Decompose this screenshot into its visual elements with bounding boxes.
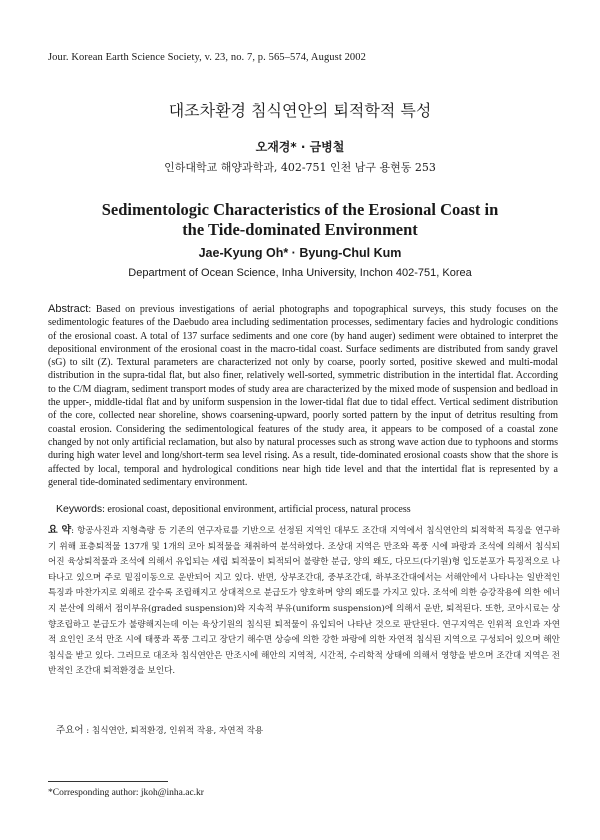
footnote-divider <box>48 781 168 782</box>
korean-affiliation: 인하대학교 해양과학과, 402-751 인천 남구 용현동 253 <box>164 161 436 174</box>
english-abstract <box>48 303 558 489</box>
keywords-body: : erosional coast, depositional environment, artificial process, natural process <box>102 504 411 515</box>
abstract-label: Abstract <box>48 303 89 315</box>
korean-abstract-label: 요 약 <box>48 525 72 536</box>
korean-abstract <box>48 523 560 680</box>
korean-abstract-body: : 항공사진과 지형측량 등 기존의 연구자료를 기반으로 선정된 지역인 대부도 조간대 지역에서 침식연안의 퇴적학적 특징을 연구하기 위해 표층퇴적물 137개 및 1개의 코아 퇴적물을 채취하여 분석하였다. 조상대 지역은 만조와 폭풍 시에 파랑과 조석에 의해서 침식되어진 육상퇴적물과 조석에 의해서 유입되는 세립 퇴적물이 퇴적되어 불량한 분급, 양의 왜도, 다모드(다기원)형 입도분포가 특징적으로 나타나고 있으며 주로 밑짐이동으로 운반되어 지고 있다. 반면, 상부조간대, 중부조간대, 하부조간대에서는 서해안에서 나타나는 일반적인 특징과 마찬가지로 외해로 갈수록 조립해지고 상대적으로 분급도가 양호하며 양의 왜도를 가지고 있다. 조석에 의한 승강작용에 의한 에너지 분산에 의해서 점이부유(graded suspension)와 지속적 부유(uniform suspension)에 의해서 운반, 퇴적된다. 또한, 코아시료는 상향조립하고 분급도가 불량해지는데 이는 육상기원의 침식된 퇴적물이 유입되어 나타난 것으로 판단된다. 연구지역은 인위적 요인과 자연적 요인인 조석 만조 시에 태풍과 폭풍 그리고 장단기 해수면 상승에 의한 강한 파랑에 의한 자연적 침식된 지역으로 구성되어 있으며 해안침식을 받고 있다. 그러므로 대조차 침식연안은 만조시에 해안의 지역적, 시간적, 수리학적 상태에 의해서 영향을 받으며 조간대 지역은 전반적인 조간대 퇴적환경을 보인다. <box>48 526 560 677</box>
journal-citation: Jour. Korean Earth Science Society, v. 23, no. 7, p. 565–574, August 2002 <box>48 52 366 63</box>
korean-authors: 오재경* · 금병철 <box>255 140 345 154</box>
korean-title: 대조차환경 침식연안의 퇴적학적 특성 <box>168 101 432 120</box>
corresponding-author-footnote: *Corresponding author: jkoh@inha.ac.kr <box>48 788 204 798</box>
abstract-body: : Based on previous investigations of aerial photographs and topographical surveys, this study focuses on the sedimentologic features of the Daebudo area including sedimentation processes, sedimentary facies and hydrologic conditions of the erosional coast. A total of 137 surface sediments and one core (by hand auger) sediment were obtained to interpret the depositional environment of the erosional coast in the macro-tidal coast. Surface sediments are distributed from sandy gravel (sG) to silt (Z). Textural parameters are characterized not only by coarse, poorly sorted, positive skewed and multi-modal distribution in the supra-tidal flat, but also finer, relatively well-sorted, symmetric distribution in the intertidal flat. According to the C/M diagram, sediment transport modes of study area are characterized by the mixed mode of suspension and bedload in the upper-, middle-tidal flat and by uniform suspension in the lower-tidal flat due to tidal effect. Vertical sediment distribution of the core, collected near shoreline, shows coarsening-upward, poorly sorted pattern by the input of detritus resulting from coastal erosion. Considering the sedimentological features of the study area, it appears to be composed of a coastal zone changed by not only artificial reclamation, but also by natural processes such as strong wave action due to typhoons and storms during high water level and long/short-term sea level rising. As a result, tide-dominated erosional coasts show that the shore is affected by local, temporal and hydrological conditions near high tide level and that the intertidal flat is represented by a general tide-dominated sedimentary environment. <box>48 304 558 488</box>
english-authors: Jae-Kyung Oh* · Byung-Chul Kum <box>198 246 402 260</box>
keywords-label: Keywords <box>56 503 103 515</box>
korean-keywords <box>56 724 556 738</box>
english-affiliation: Department of Ocean Science, Inha University, Inchon 402-751, Korea <box>128 267 472 279</box>
korean-keywords-body: : 침식연안, 퇴적환경, 인위적 작용, 자연적 작용 <box>83 726 264 736</box>
english-keywords <box>56 503 556 516</box>
korean-keywords-label: 주요어 <box>56 725 84 736</box>
english-title: Sedimentologic Characteristics of the Erosional Coast in the Tide-dominated Environment <box>101 200 499 239</box>
